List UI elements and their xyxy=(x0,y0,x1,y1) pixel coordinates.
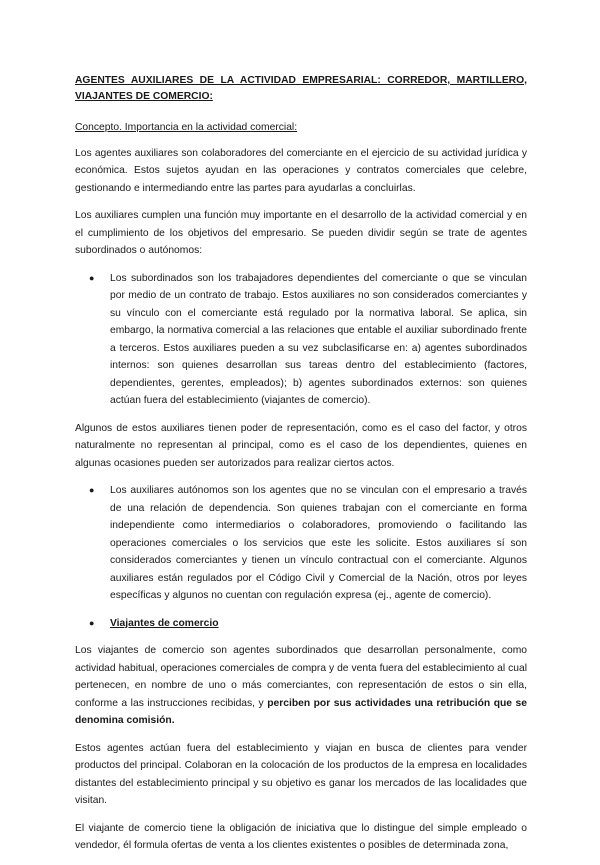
paragraph-representation: Algunos de estos auxiliares tienen poder de representación, como es el caso del factor, y otros naturalmente no representan al principal, como es el caso de los dependientes, quienes en algunas ocasiones pueden ser autorizados para realizar ciertos actos. xyxy=(75,422,527,469)
list-item-text: Los subordinados son los trabajadores dependientes del comerciante o que se vinculan por medio de un contrato de trabajo. Estos auxiliares no son considerados comerciantes y su vínculo con el comerciante está regulado por la normativa laboral. Se aplica, sin embargo, la normativa comercial a las relaciones que entable el auxiliar subordinado frente a terceros. Estos auxiliares pueden a su vez subclasificarse en: a) agentes subordinados internos: son quienes desarrollan sus tareas dentro del establecimiento (factores, dependientes, gerentes, empleados); b) agentes subordinados externos: son quienes actúan fuera del establecimiento (viajantes de comercio). xyxy=(110,272,527,406)
section-heading-label: Viajantes de comercio xyxy=(110,617,219,629)
paragraph-viajantes-definition xyxy=(75,642,527,730)
document-title: AGENTES AUXILIARES DE LA ACTIVIDAD EMPRESARIAL: CORREDOR, MARTILLERO, VIAJANTES DE COMERCIO: xyxy=(75,75,527,102)
paragraph-bold-text: perciben por sus actividades una retribución que se denomina comisión. xyxy=(75,697,527,726)
list-item xyxy=(75,482,527,605)
paragraph-viajantes-activity: Estos agentes actúan fuera del establecimiento y viajan en busca de clientes para vender productos del principal. Colaboran en la colocación de los productos de la empresa en localidades distantes del establecimiento principal y su objetivo es ganar los mercados de las localidades que visitan. xyxy=(75,742,527,806)
document-body xyxy=(75,73,527,865)
bullet-icon: ● xyxy=(89,617,95,628)
list-item xyxy=(75,270,527,410)
bullet-icon: ● xyxy=(89,485,95,495)
section-subtitle: Concepto. Importancia en la actividad comercial: xyxy=(75,122,298,133)
paragraph-text: Los viajantes de comercio son agentes subordinados que desarrollan personalmente, como actividad habitual, operaciones comerciales de compra y de venta fuera del establecimiento al cual pertenecen, en nombre de uno o más comerciantes, con representación de estos o sin ella, conforme a las instrucciones recibidas, y xyxy=(75,645,527,709)
paragraph-viajantes-obligation: El viajante de comercio tiene la obligación de iniciativa que lo distingue del simple empleado o vendedor, él formula ofertas de venta a los clientes existentes o posibles de determinada zona, xyxy=(75,822,527,851)
bullet-list-autonomos xyxy=(75,482,527,605)
paragraph-function: Los auxiliares cumplen una función muy importante en el desarrollo de la actividad comercial y en el cumplimiento de los objetivos del empresario. Se pueden dividir según se trate de agentes subordinados o autónomos: xyxy=(75,210,527,256)
bullet-list-subordinados xyxy=(75,270,527,410)
list-item-text: Los auxiliares autónomos son los agentes que no se vinculan con el empresario a través de una relación de dependencia. Son quienes trabajan con el comerciante en forma independiente como intermediarios o colaboradores, promoviendo o facilitando las operaciones comerciales o los servicios que este les solicite. Estos auxiliares sí son considerados comerciantes y tienen un vínculo contractual con el comerciante. Algunos auxiliares están regulados por el Código Civil y Comercial de la Nación, otros por leyes específicas y algunos no cuentan con regulación expresa (ej., agente de comercio). xyxy=(110,485,527,601)
section-heading-viajantes xyxy=(75,615,527,633)
paragraph-concept: Los agentes auxiliares son colaboradores del comerciante en el ejercicio de su actividad jurídica y económica. Estos sujetos ayudan en las operaciones y contratos comerciales que celebre, gestionando e intermediando entre las partes para ayudarlas a concluirlas. xyxy=(75,147,527,194)
bullet-icon: ● xyxy=(89,272,95,283)
